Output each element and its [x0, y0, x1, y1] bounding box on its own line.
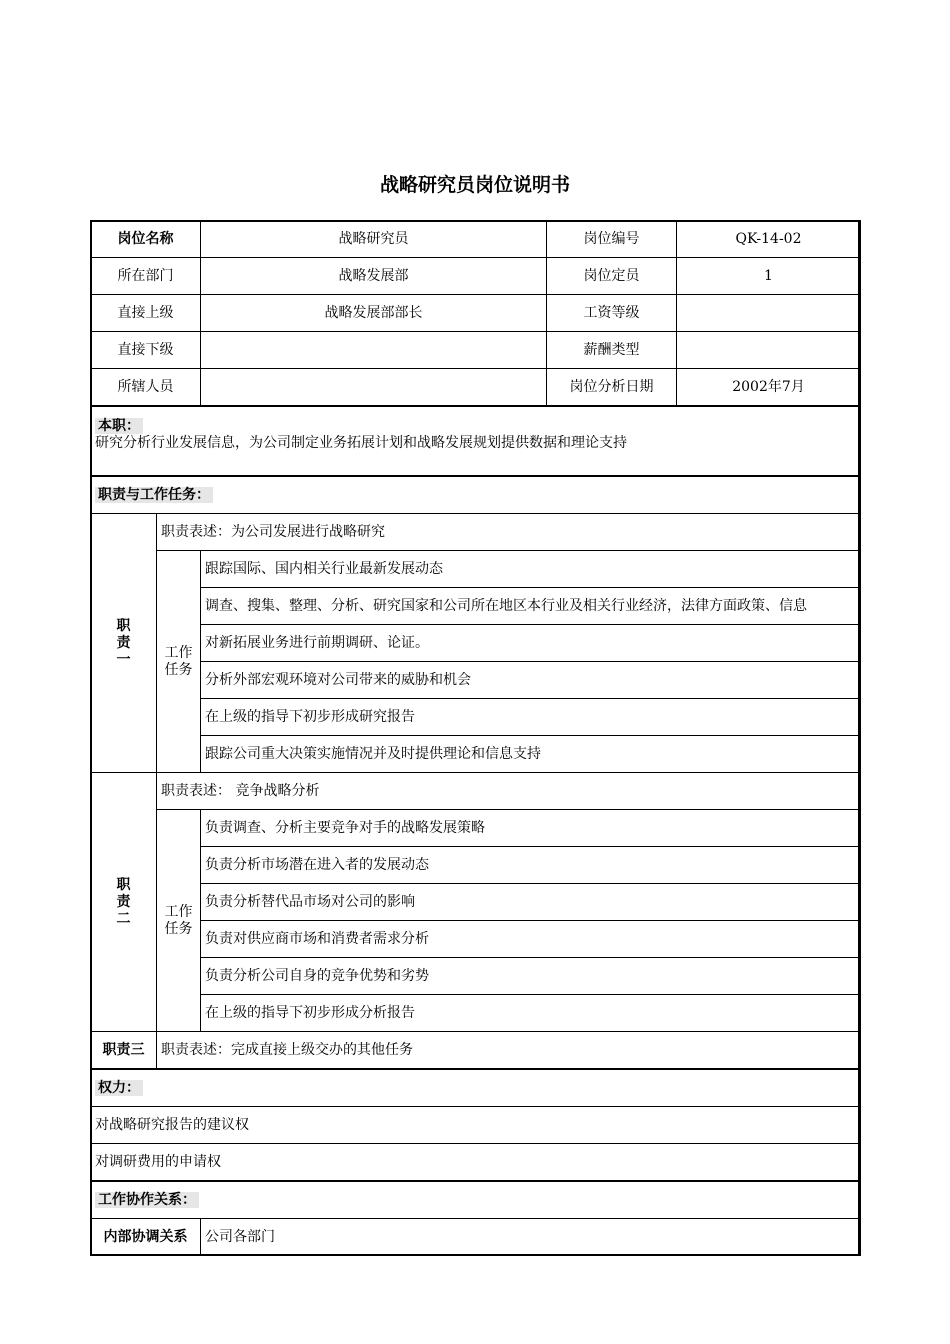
- label-pay-type: 薪酬类型: [547, 332, 677, 369]
- internal-relations-value: 公司各部门: [201, 1219, 861, 1256]
- value-department: 战略发展部: [201, 258, 547, 295]
- basic-row-5: [91, 369, 861, 407]
- value-position-code: QK-14-02: [677, 221, 861, 258]
- duty2-task: 负责分析替代品市场对公司的影响: [201, 884, 861, 921]
- duty1-task-label: 工作 任务: [157, 551, 201, 773]
- duty2-label: 职 责 二: [91, 773, 157, 1032]
- value-staff: [201, 369, 547, 407]
- duty1-task: 跟踪公司重大决策实施情况并及时提供理论和信息支持: [201, 736, 861, 773]
- internal-relations-label: 内部协调关系: [91, 1219, 201, 1256]
- benzhi-header: 本职：: [95, 418, 856, 435]
- power-header-row: [91, 1069, 861, 1107]
- duty2-desc-row: [91, 773, 861, 810]
- value-pay-type: [677, 332, 861, 369]
- duty2-task-row: [91, 810, 861, 847]
- duty3-label: 职责三: [91, 1032, 157, 1070]
- duty1-task: 调查、搜集、整理、分析、研究国家和公司所在地区本行业及相关行业经济，法律方面政策、信息: [201, 588, 861, 625]
- value-salary-grade: [677, 295, 861, 332]
- duty1-task-row: [91, 551, 861, 588]
- duties-header-row: [91, 476, 861, 514]
- value-position-name: 战略研究员: [201, 221, 547, 258]
- duty1-task: 对新拓展业务进行前期调研、论证。: [201, 625, 861, 662]
- duty2-task-row: [91, 847, 861, 884]
- duty1-desc: 职责表述：为公司发展进行战略研究: [157, 514, 861, 551]
- duty1-task: 分析外部宏观环境对公司带来的威胁和机会: [201, 662, 861, 699]
- label-headcount: 岗位定员: [547, 258, 677, 295]
- duty2-task-label: 工作 任务: [157, 810, 201, 1032]
- basic-row-3: [91, 295, 861, 332]
- value-headcount: 1: [677, 258, 861, 295]
- power-header: 权力：: [95, 1080, 143, 1096]
- label-direct-superior: 直接上级: [91, 295, 201, 332]
- label-position-name: 岗位名称: [91, 221, 201, 258]
- duty1-task: 在上级的指导下初步形成研究报告: [201, 699, 861, 736]
- duty1-task-row: [91, 625, 861, 662]
- power-item-row: [91, 1144, 861, 1182]
- duty1-desc-row: [91, 514, 861, 551]
- duty2-task-row: [91, 884, 861, 921]
- power-item: 对战略研究报告的建议权: [91, 1107, 861, 1144]
- label-staff: 所辖人员: [91, 369, 201, 407]
- duty2-task: 负责分析公司自身的竞争优势和劣势: [201, 958, 861, 995]
- duty2-desc: 职责表述： 竞争战略分析: [157, 773, 861, 810]
- label-salary-grade: 工资等级: [547, 295, 677, 332]
- label-direct-subordinate: 直接下级: [91, 332, 201, 369]
- duty3-desc: 职责表述：完成直接上级交办的其他任务: [157, 1032, 861, 1070]
- duty2-task: 负责分析市场潜在进入者的发展动态: [201, 847, 861, 884]
- duty1-task-row: [91, 662, 861, 699]
- duty3-row: [91, 1032, 861, 1070]
- power-item: 对调研费用的申请权: [91, 1144, 861, 1182]
- duty1-task-row: [91, 588, 861, 625]
- duty2-task-row: [91, 958, 861, 995]
- duty2-task: 负责调查、分析主要竞争对手的战略发展策略: [201, 810, 861, 847]
- duty1-task: 跟踪国际、国内相关行业最新发展动态: [201, 551, 861, 588]
- page-title: 战略研究员岗位说明书: [379, 174, 570, 196]
- duty2-task: 负责对供应商市场和消费者需求分析: [201, 921, 861, 958]
- label-department: 所在部门: [91, 258, 201, 295]
- benzhi-text: 研究分析行业发展信息，为公司制定业务拓展计划和战略发展规划提供数据和理论支持: [95, 435, 627, 451]
- internal-relations-row: [91, 1219, 861, 1256]
- duty1-label: 职 责 一: [91, 514, 157, 773]
- duty2-task-row: [91, 921, 861, 958]
- duties-header: 职责与工作任务：: [95, 487, 213, 503]
- power-item-row: [91, 1107, 861, 1144]
- relations-header-row: [91, 1181, 861, 1219]
- relations-header: 工作协作关系：: [95, 1192, 199, 1208]
- basic-row-1: [91, 221, 861, 258]
- duty2-task-row: [91, 995, 861, 1032]
- benzhi-section: [91, 406, 861, 476]
- basic-row-2: [91, 258, 861, 295]
- duty1-task-row: [91, 736, 861, 773]
- job-description-table: [90, 220, 861, 1256]
- value-analysis-date: 2002年7月: [677, 369, 861, 407]
- value-direct-superior: 战略发展部部长: [201, 295, 547, 332]
- duty2-task: 在上级的指导下初步形成分析报告: [201, 995, 861, 1032]
- value-direct-subordinate: [201, 332, 547, 369]
- basic-row-4: [91, 332, 861, 369]
- label-position-code: 岗位编号: [547, 221, 677, 258]
- duty1-task-row: [91, 699, 861, 736]
- label-analysis-date: 岗位分析日期: [547, 369, 677, 407]
